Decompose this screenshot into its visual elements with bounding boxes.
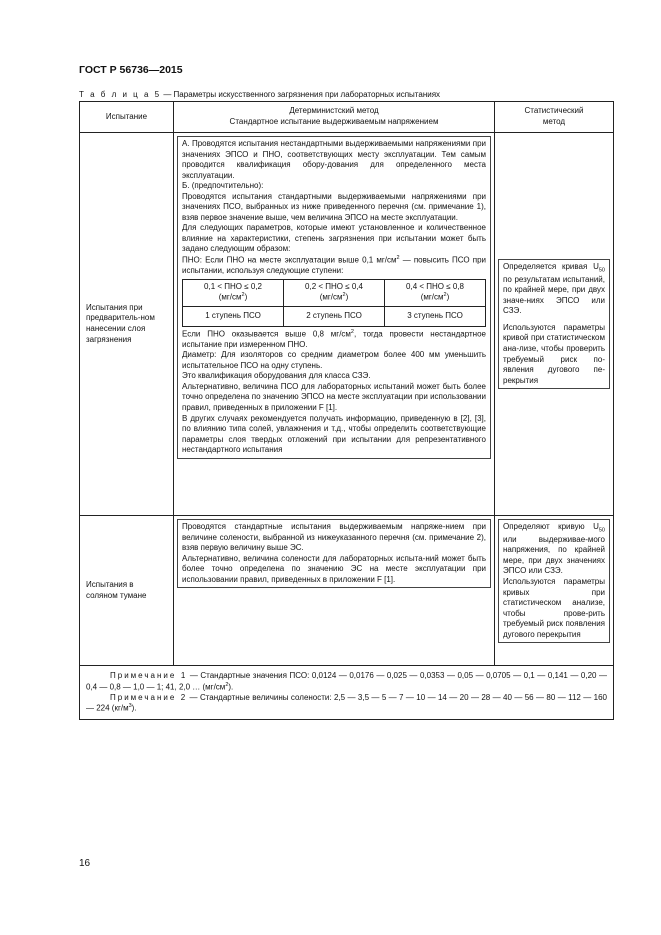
row2-statistical-cell — [495, 516, 614, 666]
row2-det-1: Проводятся стандартные испытания выдерживаемым напряже-нием при величине солености, выбранной из нижеуказанного перечня (см. примечание 2), взяв первую величину выше ЭС. — [182, 522, 486, 553]
document-code: ГОСТ Р 56736—2015 — [79, 64, 183, 76]
row1-det-over: Если ПНО оказывается выше 0,8 $мг/см^2$, тогда провести нестандартное испытание при измеренном ПНО. — [182, 328, 486, 349]
steps-table — [182, 279, 486, 327]
step-name-2: 2 ступень ПСО — [284, 306, 385, 326]
table-row — [80, 516, 614, 666]
parameters-table — [79, 101, 614, 720]
row1-det-other: В других случаях рекомендуется получать информацию, приведенную в [2], [3], по влиянию типа солей, увлажнения и т.д., чтобы определить соответствующие параметры слоя твердых отложений при испытании для репрезентативного нестандартного испытания — [182, 413, 486, 455]
row1-det-alt: Альтернативно, величина ПСО для лабораторных испытаний может быть более точно определена по значению ЭПСО на месте эксплуатации при использовании правил, приведенных в приложении F [1]. — [182, 381, 486, 412]
table-title: — Параметры искусственного загрязнения при лабораторных испытаниях — [161, 90, 441, 99]
row2-test-label: Испытания в соляном тумане — [86, 579, 147, 600]
header-deterministic: Детерминистский метод Стандартное испытание выдерживаемым напряжением — [174, 102, 495, 133]
header-test: Испытание — [80, 102, 174, 133]
row1-det-b: Проводятся испытания стандартными выдерживаемыми напряжениями при значениях ПСО, выбранных из ниже приведенного перечня (см. примечание 1), взяв первое значение выше, чем величина ЭПСО на месте эксплуатации. — [182, 191, 486, 222]
note-2: Примечание 2 — Стандартные величины солености: 2,5 — 3,5 — 5 — 7 — 10 — 14 — 20 — 28 — 40 — 56 — 80 — 112 — 160 — 224 $(кг/м^3)$. — [86, 692, 607, 713]
row1-stat-2: Используются параметры кривой при статистическом ана-лизе, чтобы проверить требуемый риск по-явления дугового пе-рекрытия — [503, 322, 605, 385]
step-name-3: 3 ступень ПСО — [385, 306, 486, 326]
table-label: Т а б л и ц а 5 — [79, 90, 162, 99]
row2-stat-1: Определяют кривую $U_{50}$ или выдерживае-мого напряжения, по крайней мере, при двух значениях ЭПСО или СЗЭ. — [503, 522, 605, 576]
row1-test-cell — [80, 133, 174, 516]
row2-test-cell — [80, 516, 174, 666]
row1-stat-1: Определяется кривая $U_{50}$ по результатам испытаний, по крайней мере, при двух значе-ниях ЭПСО или СЗЭ. — [503, 261, 605, 316]
page-number: 16 — [79, 858, 91, 869]
notes-row — [80, 666, 614, 720]
row1-test-label: Испытания при предваритель-ном нанесении слоя загрязнения — [86, 302, 155, 344]
row2-det-2: Альтернативно, величина солености для лабораторных испыта-ний может быть более точно определена по значению ЭС на месте эксплуатации при использовании правил, приведенных в приложении F [1]. — [182, 553, 486, 584]
row2-stat-2: Используются параметры кривых при статистическом анализе, чтобы прове-рить требуемый риск появления дугового перекрытия — [503, 577, 605, 639]
row1-det-diam: Диаметр: Для изоляторов со средним диаметром более 400 мм уменьшить испытательное ПСО на одну ступень. — [182, 350, 486, 370]
table-row — [80, 133, 614, 516]
row1-det-a: А. Проводятся испытания нестандартными выдерживаемыми напряжениями при значениях ЭПСО и ПНО, соответствующих месту эксплуатации. Тем самым проводится квалификация обору-дования для определенного места эксплуатации. — [182, 139, 486, 180]
note-1: Примечание 1 — Стандартные значения ПСО: 0,0124 — 0,0176 — 0,025 — 0,0353 — 0,05 — 0,0705 — 0,1 — 0,141 — 0,20 — 0,4 — 0,8 — 1,0 — 1; 41, 2,0 … $(мг/см^2)$. — [86, 671, 607, 692]
notes-cell — [80, 666, 614, 720]
row2-deterministic-cell — [174, 516, 495, 666]
step-range-2: 0,2 < ПНО ≤ 0,4 $(мг/см^2)$ — [284, 279, 385, 306]
step-name-1: 1 ступень ПСО — [183, 306, 284, 326]
step-range-1: 0,1 < ПНО ≤ 0,2 $(мг/см^2)$ — [183, 279, 284, 306]
row1-det-b-head: Б. (предпочтительно): — [182, 181, 264, 191]
row1-det-params: Для следующих параметров, которые имеют установленное и количественное влияние на характеристики, степень загрязнения при испытании может быть задано следующим образом: — [182, 223, 486, 254]
row1-deterministic-cell — [174, 133, 495, 516]
header-statistical: Статистический метод — [495, 102, 614, 133]
row1-det-class: Это квалификация оборудования для класса СЗЭ. — [182, 371, 371, 381]
row1-det-pno: ПНО: Если ПНО на месте эксплуатации выше 0,1 $мг/см^2$ — повысить ПСО при испытании, используя следующие ступени: — [182, 255, 486, 276]
table-caption — [79, 90, 440, 99]
header-row — [80, 102, 614, 133]
step-range-3: 0,4 < ПНО ≤ 0,8 $(мг/см^2)$ — [385, 279, 486, 306]
row1-statistical-cell — [495, 133, 614, 516]
